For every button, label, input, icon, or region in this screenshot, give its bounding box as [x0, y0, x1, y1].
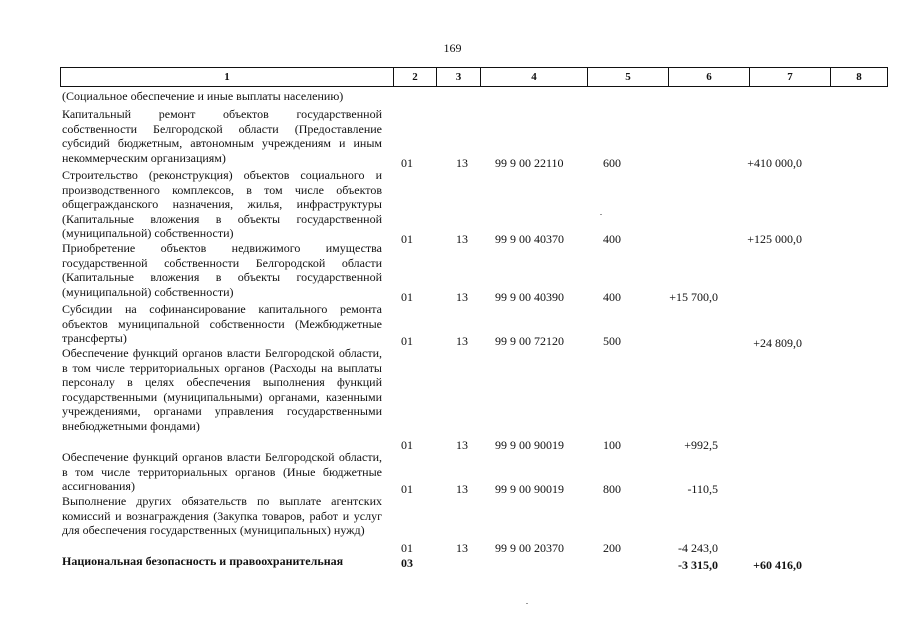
row-expense-type: 400: [603, 290, 621, 304]
row-amount-col7: +60 416,0: [753, 558, 802, 572]
row-name: Строительство (реконструкция) объектов социального и производственного комплексов, в том числе объектов общегражданского назначения, жилья, инфраструктуры (Капитальные вложения в объекты государственной (муниципальной) собственности): [62, 168, 382, 241]
row-amount-col7: +125 000,0: [747, 232, 802, 246]
row-section: 01: [401, 232, 413, 246]
row-expense-type: 200: [603, 541, 621, 555]
row-expense-type: 400: [603, 232, 621, 246]
row-name: Субсидии на софинансирование капитального ремонта объектов муниципальной собственности (Межбюджетные трансферты): [62, 302, 382, 346]
row-target-code: 99 9 00 90019: [495, 438, 564, 452]
row-name: Обеспечение функций органов власти Белгородской области, в том числе территориальных органов (Расходы на выплаты персоналу в целях обеспечения выполнения функций государственными (муниципальными) органами, казенными учреждениями, органами управления государственными внебюджетными фондами): [62, 346, 382, 433]
row-subsection: 13: [456, 290, 468, 304]
row-name: Обеспечение функций органов власти Белгородской области, в том числе территориальных органов (Иные бюджетные ассигнования): [62, 450, 382, 494]
row-subsection: 13: [456, 232, 468, 246]
row-subsection: 13: [456, 482, 468, 496]
row-amount-col6: -4 243,0: [678, 541, 718, 555]
row-subsection: 13: [456, 334, 468, 348]
row-amount-col6: +15 700,0: [669, 290, 718, 304]
row-expense-type: 500: [603, 334, 621, 348]
row-subsection: 13: [456, 156, 468, 170]
row-amount-col7: +410 000,0: [747, 156, 802, 170]
column-header-6: 6: [669, 68, 750, 87]
row-target-code: 99 9 00 20370: [495, 541, 564, 555]
row-target-code: 99 9 00 90019: [495, 482, 564, 496]
row-amount-col6: -110,5: [687, 482, 718, 496]
row-expense-type: 100: [603, 438, 621, 452]
row-subsection: 13: [456, 438, 468, 452]
column-header-8: 8: [831, 68, 888, 87]
row-amount-col6: -3 315,0: [678, 558, 718, 572]
row-section: 01: [401, 290, 413, 304]
row-name: (Социальное обеспечение и иные выплаты населению): [62, 89, 344, 103]
row-target-code: 99 9 00 22110: [495, 156, 564, 170]
row-amount-col6: +992,5: [684, 438, 718, 452]
row-expense-type: 600: [603, 156, 621, 170]
scan-speck: [600, 214, 602, 215]
row-section: 01: [401, 156, 413, 170]
column-header-4: 4: [481, 68, 588, 87]
row-name: Приобретение объектов недвижимого имущества государственной собственности Белгородской области (Капитальные вложения в объекты государственной (муниципальной) собственности): [62, 241, 382, 299]
row-section: 01: [401, 334, 413, 348]
row-section: 01: [401, 541, 413, 555]
page-number: 169: [443, 41, 462, 55]
row-name: Выполнение других обязательств по выплате агентских комиссий и вознаграждения (Закупка товаров, работ и услуг для обеспечения государственных (муниципальных) нужд): [62, 494, 382, 538]
row-section: 01: [401, 438, 413, 452]
row-section: 01: [401, 482, 413, 496]
row-target-code: 99 9 00 40370: [495, 232, 564, 246]
column-header-2: 2: [394, 68, 437, 87]
row-target-code: 99 9 00 40390: [495, 290, 564, 304]
row-amount-col7: +24 809,0: [753, 336, 802, 350]
row-expense-type: 800: [603, 482, 621, 496]
row-subsection: 13: [456, 541, 468, 555]
column-header-row: [60, 67, 888, 87]
row-name: Национальная безопасность и правоохранительная: [62, 554, 344, 568]
column-header-3: 3: [437, 68, 481, 87]
scan-speck: [526, 603, 528, 604]
row-name: Капитальный ремонт объектов государственной собственности Белгородской области (Предоставление субсидий бюджетным, автономным учреждениям и иным некоммерческим организациям): [62, 107, 382, 165]
column-header-7: 7: [750, 68, 831, 87]
column-header-5: 5: [588, 68, 669, 87]
column-header-1: 1: [61, 68, 394, 87]
row-section: 03: [401, 556, 413, 570]
row-target-code: 99 9 00 72120: [495, 334, 564, 348]
